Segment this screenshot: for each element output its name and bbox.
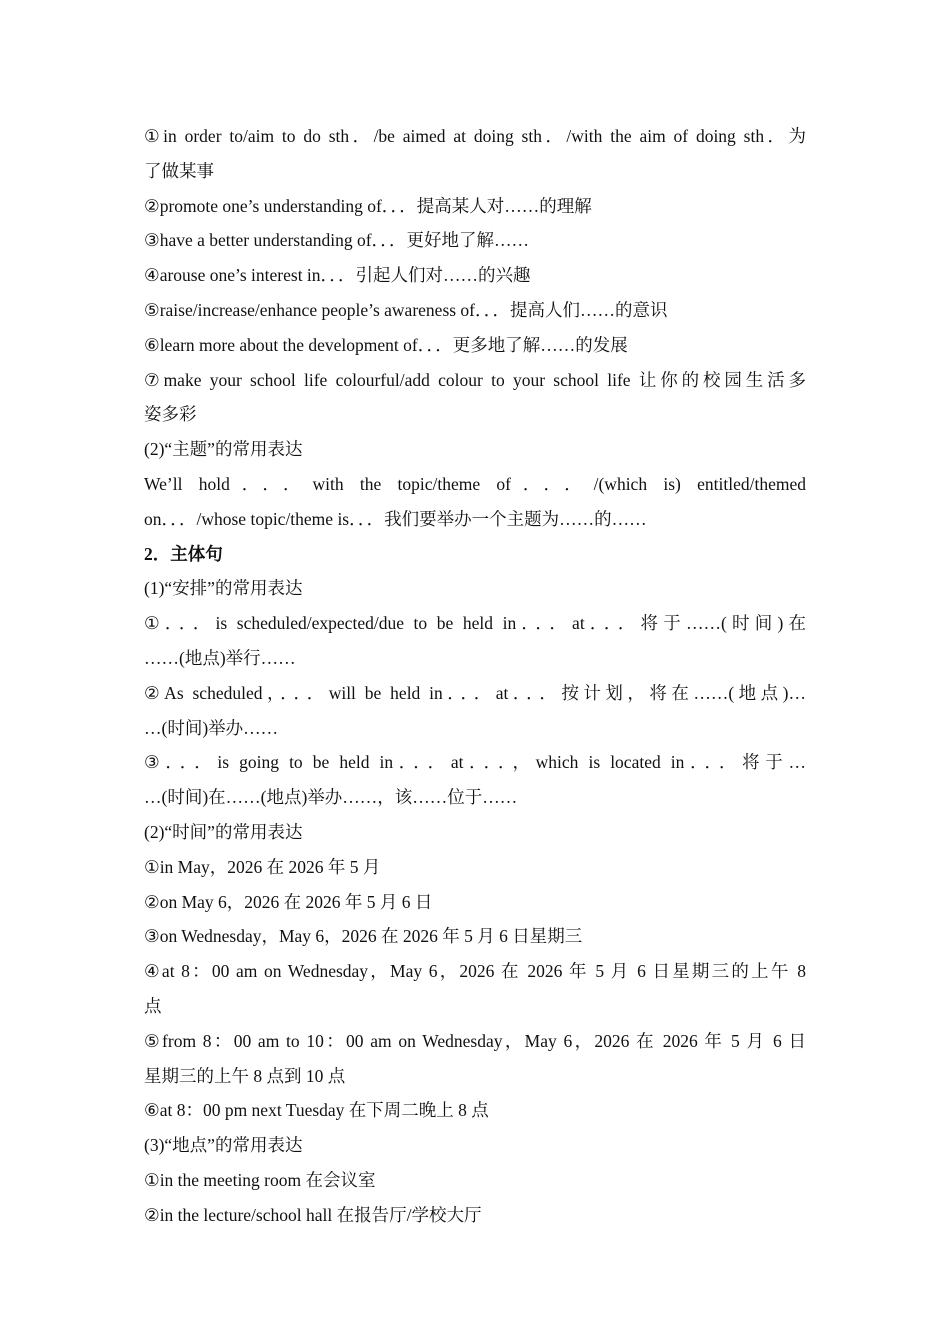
- text-line: on．．．/whose topic/theme is．．．我们要举办一个主题为……的……: [144, 508, 647, 529]
- text-line: ③．．．is going to be held in．．．at．．．，which is located in．．．将于…: [144, 752, 806, 773]
- text-line: ④arouse one’s interest in．．．引起人们对……的兴趣: [144, 265, 531, 286]
- text-line: …(时间)在……(地点)举办……，该……位于……: [144, 787, 518, 808]
- text-line: 姿多彩: [144, 404, 197, 425]
- text-line: We’ll hold．．．with the topic/theme of．．．/(which is) entitled/themed: [144, 473, 806, 494]
- text-line: ②As scheduled，．．．will be held in．．．at．．．按计划，将在……(地点)…: [144, 682, 806, 703]
- section-heading: 2．主体句: [144, 543, 223, 564]
- text-line: ⑥learn more about the development of．．．更多地了解……的发展: [144, 334, 628, 355]
- text-line: ⑤from 8：00 am to 10：00 am on Wednesday，May 6，2026 在 2026 年 5 月 6 日: [144, 1030, 806, 1051]
- text-line: ③have a better understanding of．．．更好地了解……: [144, 230, 530, 251]
- text-line: 了做某事: [144, 160, 214, 181]
- text-line: ①in the meeting room 在会议室: [144, 1169, 376, 1190]
- subheading: (2)“主题”的常用表达: [144, 439, 303, 460]
- subheading: (3)“地点”的常用表达: [144, 1135, 303, 1156]
- text-line: ②in the lecture/school hall 在报告厅/学校大厅: [144, 1204, 482, 1225]
- text-line: …(时间)举办……: [144, 717, 279, 738]
- subheading: (1)“安排”的常用表达: [144, 578, 303, 599]
- text-line: ⑦make your school life colourful/add colour to your school life 让你的校园生活多: [144, 369, 806, 390]
- text-line: ……(地点)举行……: [144, 647, 296, 668]
- text-line: ④at 8：00 am on Wednesday，May 6，2026 在 2026 年 5 月 6 日星期三的上午 8: [144, 961, 806, 982]
- text-line: ②on May 6，2026 在 2026 年 5 月 6 日: [144, 891, 433, 912]
- text-line: ③on Wednesday，May 6，2026 在 2026 年 5 月 6 日星期三: [144, 926, 583, 947]
- subheading: (2)“时间”的常用表达: [144, 821, 303, 842]
- text-line: ①in May，2026 在 2026 年 5 月: [144, 856, 381, 877]
- text-line: ⑥at 8：00 pm next Tuesday 在下周二晚上 8 点: [144, 1100, 489, 1121]
- text-line: 点: [144, 995, 162, 1016]
- text-line: ②promote one’s understanding of．．．提高某人对……的理解: [144, 195, 592, 216]
- text-line: ①．．．is scheduled/expected/due to be held in．．．at．．．将于……(时间)在: [144, 613, 806, 634]
- text-line: ①in order to/aim to do sth．/be aimed at doing sth．/with the aim of doing sth．为: [144, 126, 806, 146]
- text-line: ⑤raise/increase/enhance people’s awareness of．．．提高人们……的意识: [144, 299, 668, 320]
- document-body: [144, 119, 806, 1233]
- text-line: 星期三的上午 8 点到 10 点: [144, 1065, 346, 1086]
